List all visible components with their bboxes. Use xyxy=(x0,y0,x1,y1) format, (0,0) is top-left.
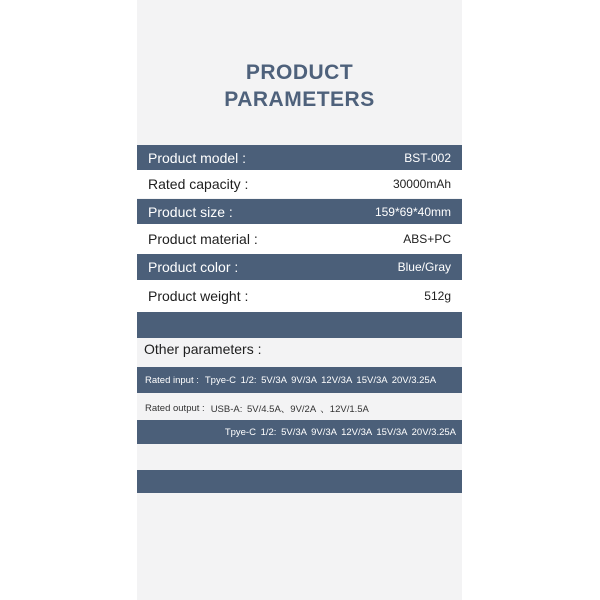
rated-output-row xyxy=(137,396,462,420)
spec-value: BST-002 xyxy=(404,150,451,165)
spec-label: Product weight : xyxy=(148,288,249,304)
spec-value: 512g xyxy=(424,289,451,303)
spec-row-color xyxy=(137,254,462,280)
spec-value: ABS+PC xyxy=(403,232,451,246)
rated-input-value: Tpye-C 1/2: 5V/3A 9V/3A 12V/3A 15V/3A 20V/3.25A xyxy=(204,374,437,386)
rated-output-label: Rated output : xyxy=(145,402,205,414)
rated-input-row xyxy=(137,367,462,393)
spec-row-material xyxy=(137,224,462,254)
rated-output-typec-row xyxy=(137,420,462,444)
spec-label: Product model : xyxy=(148,149,247,166)
spec-label: Product material : xyxy=(148,231,258,247)
spec-value: Blue/Gray xyxy=(397,260,451,274)
divider-bar xyxy=(137,312,462,338)
bottom-bar xyxy=(137,470,462,493)
spec-row-weight xyxy=(137,280,462,312)
spec-value: 30000mAh xyxy=(392,177,451,191)
rated-input-label: Rated input : xyxy=(145,374,199,386)
rated-output-typec-value: Tpye-C 1/2: 5V/3A 9V/3A 12V/3A 15V/3A 20V/3.25A xyxy=(224,426,456,438)
spec-row-model xyxy=(137,145,462,170)
spec-row-size xyxy=(137,199,462,224)
other-parameters-heading: Other parameters : xyxy=(144,341,262,357)
spec-label: Product size : xyxy=(148,203,233,220)
spec-label: Product color : xyxy=(148,259,239,275)
rated-output-value: USB-A: 5V/4.5A、9V/2A 、12V/1.5A xyxy=(210,404,369,415)
title-line-2: PARAMETERS xyxy=(224,88,375,111)
title-line-1: PRODUCT xyxy=(245,61,354,84)
spec-value: 159*69*40mm xyxy=(374,204,451,219)
spec-label: Rated capacity : xyxy=(148,176,249,192)
spec-row-capacity xyxy=(137,170,462,198)
